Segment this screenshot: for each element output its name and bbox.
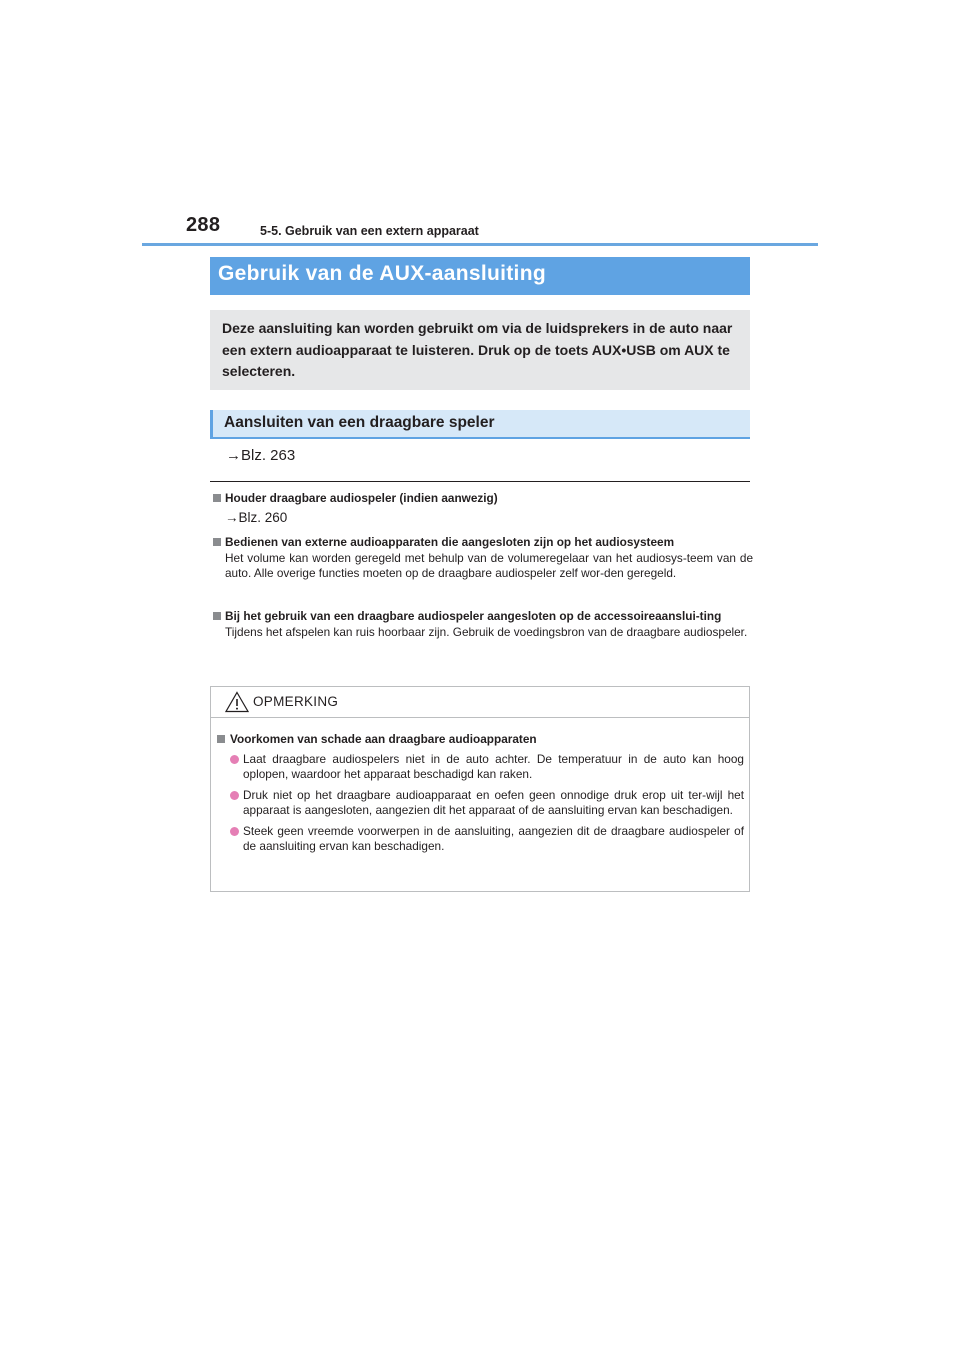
info-item xyxy=(213,491,753,525)
info-body: Het volume kan worden geregeld met behulp van de volumeregelaar van het audiosys-teem van de auto. Alle overige functies moeten op de draagbare audiospeler zelf wor-den geregeld. xyxy=(225,551,753,580)
divider xyxy=(210,481,750,482)
bullet-dot-icon xyxy=(230,827,239,836)
bullet-dot-icon xyxy=(230,755,239,764)
page-number: 288 xyxy=(186,214,221,236)
notice-header xyxy=(211,687,749,718)
subsection-title: Aansluiten van een draagbare speler xyxy=(224,414,495,431)
info-item xyxy=(213,535,753,581)
square-bullet-icon xyxy=(213,494,221,502)
notice-bullet: Steek geen vreemde voorwerpen in de aansluiting, aangezien dit de draagbare audiospeler of de aansluiting ervan kan beschadigen. xyxy=(216,824,744,854)
subsection-title-bar xyxy=(210,410,750,439)
notice-body xyxy=(216,732,744,854)
intro-box: Deze aansluiting kan worden gebruikt om via de luidsprekers in de auto naar een extern audioapparaat te luisteren. Druk op de toets AUX•USB om AUX te selecteren. xyxy=(210,310,750,390)
info-item xyxy=(213,609,753,640)
info-heading: Houder draagbare audiospeler (indien aanwezig) xyxy=(213,491,753,506)
square-bullet-icon xyxy=(213,538,221,546)
square-bullet-icon xyxy=(217,735,225,743)
section-title-bar xyxy=(210,257,750,295)
header-rule xyxy=(142,243,818,246)
notice-title: OPMERKING xyxy=(253,694,339,709)
notice-bullet: Laat draagbare audiospelers niet in de auto achter. De temperatuur in de auto kan hoog oplopen, waardoor het apparaat beschadigd kan raken. xyxy=(216,752,744,782)
bullet-dot-icon xyxy=(230,791,239,800)
notice-box xyxy=(210,686,750,892)
info-body: Tijdens het afspelen kan ruis hoorbaar zijn. Gebruik de voedingsbron van de draagbare audiospeler. xyxy=(225,625,748,639)
page-reference-link[interactable]: →Blz. 260 xyxy=(225,510,288,525)
chapter-title: 5-5. Gebruik van een extern apparaat xyxy=(260,224,479,238)
square-bullet-icon xyxy=(213,612,221,620)
page-reference-link[interactable]: →Blz. 263 xyxy=(226,447,296,464)
notice-bullet: Druk niet op het draagbare audioapparaat en oefen geen onnodige druk erop uit ter-wijl het apparaat is aangesloten, aangezien dit het apparaat of de aansluiting ervan kan beschadigen. xyxy=(216,788,744,818)
info-heading: Bedienen van externe audioapparaten die aangesloten zijn op het audiosysteem xyxy=(213,535,753,550)
info-heading: Bij het gebruik van een draagbare audiospeler aangesloten op de accessoireaanslui-ting xyxy=(213,609,753,624)
section-title: Gebruik van de AUX-aansluiting xyxy=(218,262,546,285)
notice-heading: Voorkomen van schade aan draagbare audioapparaten xyxy=(216,732,744,747)
warning-triangle-icon xyxy=(225,691,249,713)
